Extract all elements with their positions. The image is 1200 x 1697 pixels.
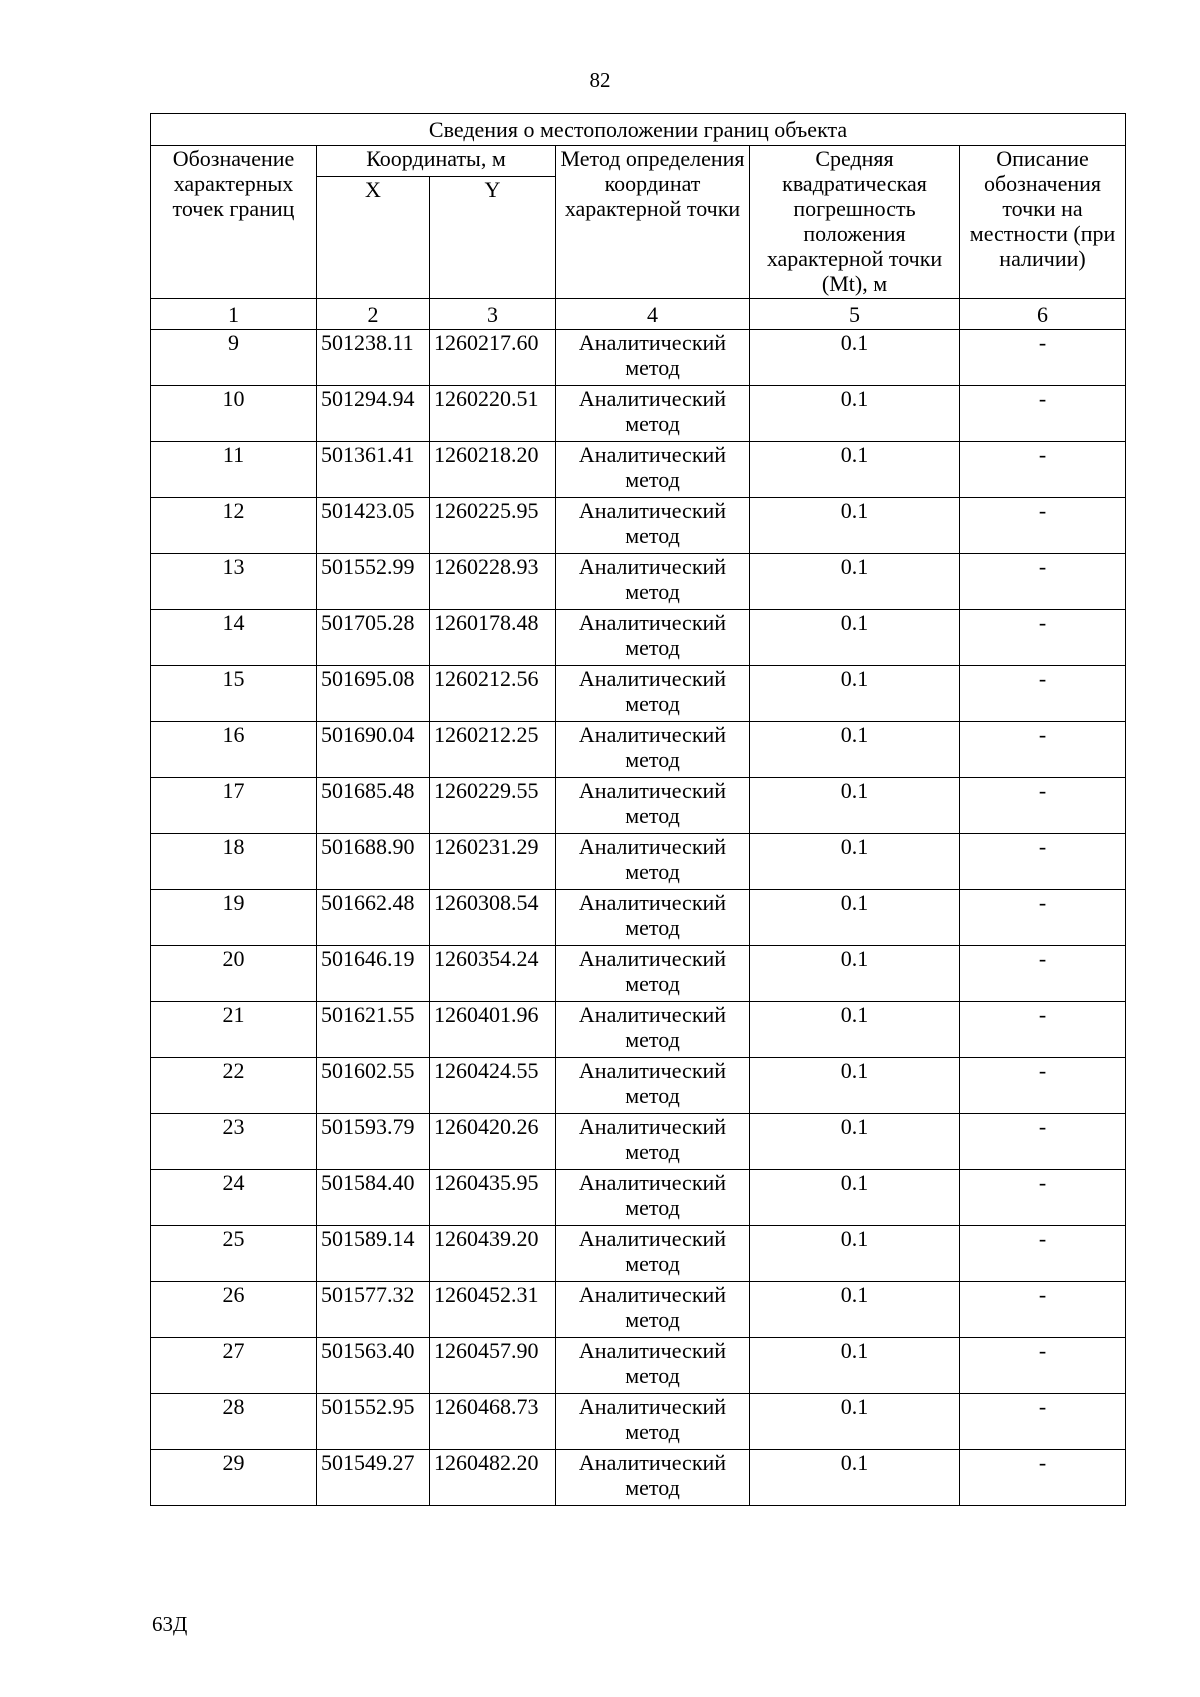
header-y: Y [430, 177, 556, 299]
column-number: 6 [960, 299, 1126, 330]
cell-point: 25 [151, 1226, 317, 1282]
cell-description: - [960, 1394, 1126, 1450]
cell-y: 1260212.56 [430, 666, 556, 722]
cell-error: 0.1 [750, 554, 960, 610]
cell-description: - [960, 1058, 1126, 1114]
cell-method: Аналитический метод [556, 1058, 750, 1114]
cell-error: 0.1 [750, 1114, 960, 1170]
cell-point: 17 [151, 778, 317, 834]
cell-y: 1260220.51 [430, 386, 556, 442]
cell-x: 501593.79 [317, 1114, 430, 1170]
cell-y: 1260308.54 [430, 890, 556, 946]
cell-error: 0.1 [750, 1226, 960, 1282]
cell-method: Аналитический метод [556, 778, 750, 834]
cell-method: Аналитический метод [556, 1282, 750, 1338]
table-row [151, 1338, 1126, 1394]
table-row [151, 722, 1126, 778]
cell-x: 501695.08 [317, 666, 430, 722]
column-number: 2 [317, 299, 430, 330]
cell-error: 0.1 [750, 722, 960, 778]
cell-description: - [960, 442, 1126, 498]
cell-error: 0.1 [750, 1450, 960, 1506]
cell-y: 1260229.55 [430, 778, 556, 834]
cell-y: 1260420.26 [430, 1114, 556, 1170]
table-row [151, 946, 1126, 1002]
cell-description: - [960, 498, 1126, 554]
cell-method: Аналитический метод [556, 1002, 750, 1058]
cell-y: 1260457.90 [430, 1338, 556, 1394]
cell-y: 1260178.48 [430, 610, 556, 666]
cell-method: Аналитический метод [556, 610, 750, 666]
cell-method: Аналитический метод [556, 498, 750, 554]
cell-method: Аналитический метод [556, 442, 750, 498]
cell-x: 501552.95 [317, 1394, 430, 1450]
cell-point: 15 [151, 666, 317, 722]
cell-y: 1260212.25 [430, 722, 556, 778]
cell-error: 0.1 [750, 1394, 960, 1450]
cell-method: Аналитический метод [556, 1394, 750, 1450]
header-error: Средняя квадратическая погрешность положения характерной точки (Mt), м [750, 146, 960, 299]
cell-x: 501688.90 [317, 834, 430, 890]
cell-y: 1260452.31 [430, 1282, 556, 1338]
table-row [151, 778, 1126, 834]
cell-method: Аналитический метод [556, 946, 750, 1002]
cell-description: - [960, 890, 1126, 946]
cell-point: 20 [151, 946, 317, 1002]
table-row [151, 890, 1126, 946]
cell-y: 1260231.29 [430, 834, 556, 890]
cell-x: 501690.04 [317, 722, 430, 778]
table-row [151, 666, 1126, 722]
cell-x: 501621.55 [317, 1002, 430, 1058]
cell-error: 0.1 [750, 1058, 960, 1114]
cell-point: 28 [151, 1394, 317, 1450]
column-number: 1 [151, 299, 317, 330]
header-x: X [317, 177, 430, 299]
column-number: 5 [750, 299, 960, 330]
cell-description: - [960, 1002, 1126, 1058]
cell-point: 23 [151, 1114, 317, 1170]
table-row [151, 1226, 1126, 1282]
cell-point: 21 [151, 1002, 317, 1058]
table-row [151, 1002, 1126, 1058]
column-number: 3 [430, 299, 556, 330]
cell-method: Аналитический метод [556, 666, 750, 722]
cell-method: Аналитический метод [556, 1338, 750, 1394]
table-row [151, 386, 1126, 442]
cell-y: 1260435.95 [430, 1170, 556, 1226]
cell-description: - [960, 610, 1126, 666]
cell-point: 16 [151, 722, 317, 778]
cell-x: 501238.11 [317, 330, 430, 386]
cell-x: 501361.41 [317, 442, 430, 498]
column-number: 4 [556, 299, 750, 330]
cell-y: 1260218.20 [430, 442, 556, 498]
cell-y: 1260424.55 [430, 1058, 556, 1114]
cell-description: - [960, 722, 1126, 778]
cell-point: 14 [151, 610, 317, 666]
cell-point: 18 [151, 834, 317, 890]
cell-method: Аналитический метод [556, 1226, 750, 1282]
cell-description: - [960, 330, 1126, 386]
table-row [151, 834, 1126, 890]
cell-x: 501577.32 [317, 1282, 430, 1338]
cell-description: - [960, 946, 1126, 1002]
cell-error: 0.1 [750, 1338, 960, 1394]
cell-error: 0.1 [750, 498, 960, 554]
header-coordinates: Координаты, м [317, 146, 556, 177]
cell-point: 13 [151, 554, 317, 610]
table-row [151, 1394, 1126, 1450]
cell-y: 1260228.93 [430, 554, 556, 610]
cell-point: 10 [151, 386, 317, 442]
cell-method: Аналитический метод [556, 1114, 750, 1170]
cell-x: 501552.99 [317, 554, 430, 610]
cell-method: Аналитический метод [556, 330, 750, 386]
cell-description: - [960, 834, 1126, 890]
cell-point: 9 [151, 330, 317, 386]
table-row [151, 1058, 1126, 1114]
cell-point: 24 [151, 1170, 317, 1226]
cell-error: 0.1 [750, 666, 960, 722]
cell-x: 501685.48 [317, 778, 430, 834]
cell-error: 0.1 [750, 946, 960, 1002]
table-row [151, 498, 1126, 554]
table-title: Сведения о местоположении границ объекта [151, 114, 1126, 146]
header-point: Обозначение характерных точек границ [151, 146, 317, 299]
cell-error: 0.1 [750, 386, 960, 442]
table-row [151, 442, 1126, 498]
cell-description: - [960, 1170, 1126, 1226]
cell-point: 19 [151, 890, 317, 946]
cell-x: 501589.14 [317, 1226, 430, 1282]
cell-description: - [960, 778, 1126, 834]
cell-error: 0.1 [750, 610, 960, 666]
cell-description: - [960, 554, 1126, 610]
cell-y: 1260217.60 [430, 330, 556, 386]
column-number-row [151, 299, 1126, 330]
cell-x: 501423.05 [317, 498, 430, 554]
cell-method: Аналитический метод [556, 722, 750, 778]
table-row [151, 1114, 1126, 1170]
cell-x: 501602.55 [317, 1058, 430, 1114]
cell-description: - [960, 1114, 1126, 1170]
cell-y: 1260482.20 [430, 1450, 556, 1506]
cell-error: 0.1 [750, 1002, 960, 1058]
cell-x: 501705.28 [317, 610, 430, 666]
cell-y: 1260354.24 [430, 946, 556, 1002]
cell-x: 501563.40 [317, 1338, 430, 1394]
header-method: Метод определения координат характерной точки [556, 146, 750, 299]
cell-y: 1260401.96 [430, 1002, 556, 1058]
cell-y: 1260468.73 [430, 1394, 556, 1450]
cell-error: 0.1 [750, 1170, 960, 1226]
cell-x: 501549.27 [317, 1450, 430, 1506]
footer-code: 63Д [152, 1612, 188, 1636]
cell-description: - [960, 666, 1126, 722]
cell-method: Аналитический метод [556, 1450, 750, 1506]
cell-method: Аналитический метод [556, 890, 750, 946]
cell-method: Аналитический метод [556, 834, 750, 890]
cell-method: Аналитический метод [556, 1170, 750, 1226]
cell-error: 0.1 [750, 834, 960, 890]
cell-y: 1260225.95 [430, 498, 556, 554]
cell-error: 0.1 [750, 330, 960, 386]
cell-description: - [960, 1450, 1126, 1506]
cell-description: - [960, 1338, 1126, 1394]
cell-x: 501294.94 [317, 386, 430, 442]
cell-description: - [960, 1282, 1126, 1338]
table-row [151, 1450, 1126, 1506]
cell-point: 11 [151, 442, 317, 498]
cell-description: - [960, 1226, 1126, 1282]
cell-x: 501584.40 [317, 1170, 430, 1226]
cell-error: 0.1 [750, 1282, 960, 1338]
cell-point: 22 [151, 1058, 317, 1114]
cell-point: 26 [151, 1282, 317, 1338]
cell-point: 29 [151, 1450, 317, 1506]
table-row [151, 610, 1126, 666]
cell-description: - [960, 386, 1126, 442]
cell-y: 1260439.20 [430, 1226, 556, 1282]
cell-method: Аналитический метод [556, 554, 750, 610]
header-description: Описание обозначения точки на местности (при наличии) [960, 146, 1126, 299]
cell-error: 0.1 [750, 442, 960, 498]
cell-point: 12 [151, 498, 317, 554]
cell-point: 27 [151, 1338, 317, 1394]
cell-method: Аналитический метод [556, 386, 750, 442]
table-row [151, 554, 1126, 610]
cell-x: 501662.48 [317, 890, 430, 946]
table-row [151, 330, 1126, 386]
cell-error: 0.1 [750, 890, 960, 946]
cell-x: 501646.19 [317, 946, 430, 1002]
boundary-coordinates-table [150, 113, 1126, 1506]
table-row [151, 1282, 1126, 1338]
page-number: 82 [589, 68, 611, 92]
table-body [151, 330, 1126, 1506]
table-row [151, 1170, 1126, 1226]
cell-error: 0.1 [750, 778, 960, 834]
